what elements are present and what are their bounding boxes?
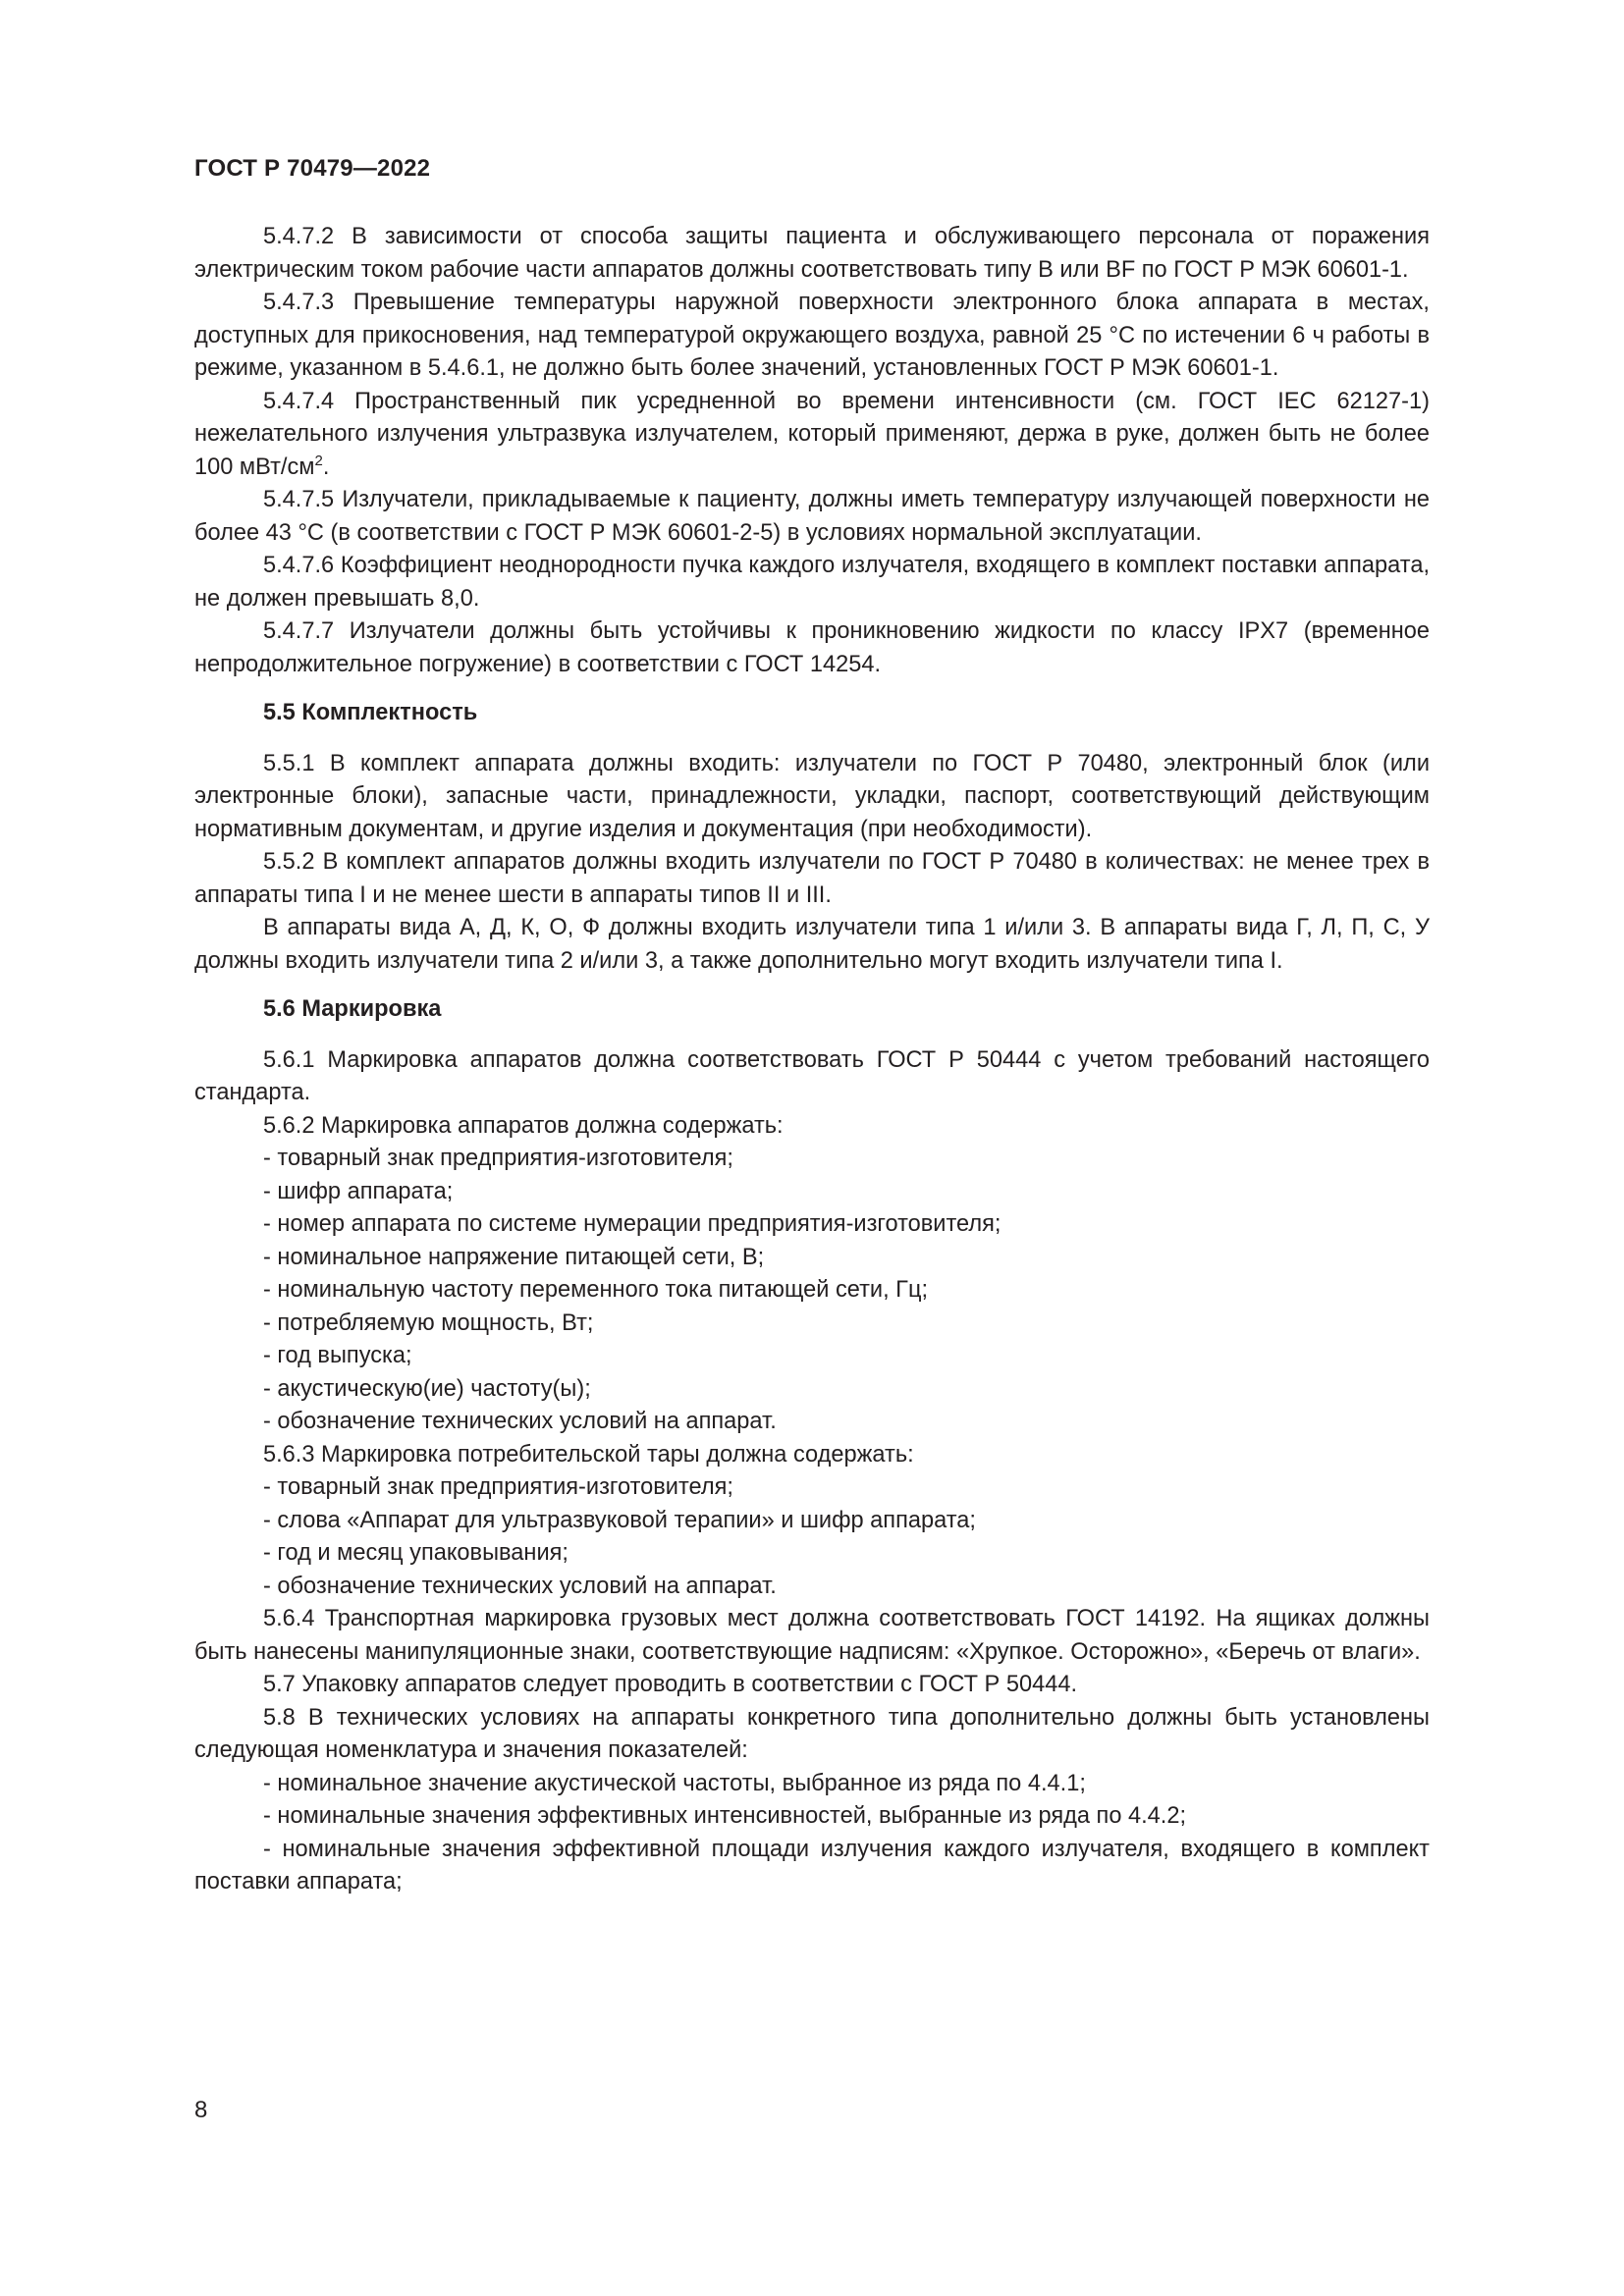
paragraph: 5.4.7.6 Коэффициент неоднородности пучка каждого излучателя, входящего в комплект поставки аппарата, не должен превышать 8,0. — [194, 553, 1430, 612]
paragraph: 5.5.1 В комплект аппарата должны входить: излучатели по ГОСТ Р 70480, электронный блок (или электронные блоки), запасные части, принадлежности, укладки, паспорт, соответствующий действующим нормативным документам, и другие изделия и документация (при необходимости). — [194, 750, 1430, 842]
list-item: - товарный знак предприятия-изготовителя; — [263, 1474, 733, 1500]
paragraph-tail: . — [322, 454, 330, 480]
list-item: - год и месяц упаковывания; — [263, 1540, 568, 1566]
paragraph: 5.8 В технических условиях на аппараты конкретного типа дополнительно должны быть установлены следующая номенклатура и значения показателей: — [194, 1704, 1430, 1763]
paragraph: 5.7 Упаковку аппаратов следует проводить в соответствии с ГОСТ Р 50444. — [263, 1672, 1078, 1697]
paragraph: В аппараты вида А, Д, К, О, Ф должны входить излучатели типа 1 и/или 3. В аппараты вида Г, Л, П, С, У должны входить излучатели типа 2 и/или 3, а также дополнительно могут входить излучатели типа I. — [194, 915, 1430, 974]
document-body — [194, 221, 1430, 1899]
paragraph: 5.4.7.7 Излучатели должны быть устойчивы к проникновению жидкости по классу IPX7 (временное непродолжительное погружение) в соответствии с ГОСТ 14254. — [194, 618, 1430, 677]
section-heading: 5.5 Комплектность — [263, 700, 478, 725]
paragraph — [194, 386, 1430, 485]
page-number: 8 — [194, 2097, 208, 2123]
list-item: - шифр аппарата; — [263, 1178, 454, 1204]
document-header-code: ГОСТ Р 70479—2022 — [194, 155, 431, 182]
paragraph: 5.5.2 В комплект аппаратов должны входить излучатели по ГОСТ Р 70480 в количествах: не менее трех в аппараты типа I и не менее шести в аппараты типов II и III. — [194, 849, 1430, 908]
list-item: - номинальное значение акустической частоты, выбранное из ряда по 4.4.1; — [263, 1770, 1086, 1796]
paragraph: 5.6.4 Транспортная маркировка грузовых мест должна соответствовать ГОСТ 14192. На ящиках должны быть нанесены манипуляционные знаки, соответствующие надписям: «Хрупкое. Осторожно», «Беречь от влаги». — [194, 1606, 1430, 1665]
list-item: - товарный знак предприятия-изготовителя; — [263, 1146, 733, 1171]
section-heading: 5.6 Маркировка — [263, 996, 442, 1022]
list-item: - слова «Аппарат для ультразвуковой терапии» и шифр аппарата; — [263, 1507, 976, 1533]
paragraph-text: 5.4.7.4 Пространственный пик усредненной во времени интенсивности (см. ГОСТ IEC 62127-1) нежелательного излучения ультразвука излучателем, который применяют, держа в руке, должен быть не более 100 мВт/см — [194, 388, 1430, 480]
paragraph: - номинальные значения эффективной площади излучения каждого излучателя, входящего в комплект поставки аппарата; — [194, 1836, 1430, 1895]
list-item: - номер аппарата по системе нумерации предприятия-изготовителя; — [263, 1211, 1001, 1237]
paragraph: 5.6.1 Маркировка аппаратов должна соответствовать ГОСТ Р 50444 с учетом требований настоящего стандарта. — [194, 1046, 1430, 1105]
paragraph: 5.4.7.2 В зависимости от способа защиты пациента и обслуживающего персонала от поражения электрическим током рабочие части аппаратов должны соответствовать типу В или BF по ГОСТ Р МЭК 60601-1. — [194, 224, 1430, 283]
paragraph: 5.6.3 Маркировка потребительской тары должна содержать: — [263, 1441, 914, 1468]
paragraph: 5.4.7.5 Излучатели, прикладываемые к пациенту, должны иметь температуру излучающей поверхности не более 43 °С (в соответствии с ГОСТ Р МЭК 60601-2-5) в условиях нормальной эксплуатации. — [194, 487, 1430, 546]
superscript: 2 — [314, 452, 323, 469]
list-item: - год выпуска; — [263, 1343, 412, 1368]
list-item: - обозначение технических условий на аппарат. — [263, 1409, 777, 1434]
list-item: - акустическую(ие) частоту(ы); — [263, 1375, 591, 1402]
list-item: - номинальное напряжение питающей сети, В; — [263, 1244, 765, 1270]
list-item: - потребляемую мощность, Вт; — [263, 1309, 594, 1336]
list-item: - обозначение технических условий на аппарат. — [263, 1573, 777, 1599]
paragraph: 5.6.2 Маркировка аппаратов должна содержать: — [263, 1112, 784, 1139]
list-item: - номинальную частоту переменного тока питающей сети, Гц; — [263, 1277, 929, 1303]
paragraph: 5.4.7.3 Превышение температуры наружной поверхности электронного блока аппарата в местах, доступных для прикосновения, над температурой окружающего воздуха, равной 25 °С по истечении 6 ч работы в режиме, указанном в 5.4.6.1, не должно быть более значений, установленных ГОСТ Р МЭК 60601-1. — [194, 290, 1430, 381]
list-item: - номинальные значения эффективных интенсивностей, выбранные из ряда по 4.4.2; — [263, 1803, 1187, 1829]
